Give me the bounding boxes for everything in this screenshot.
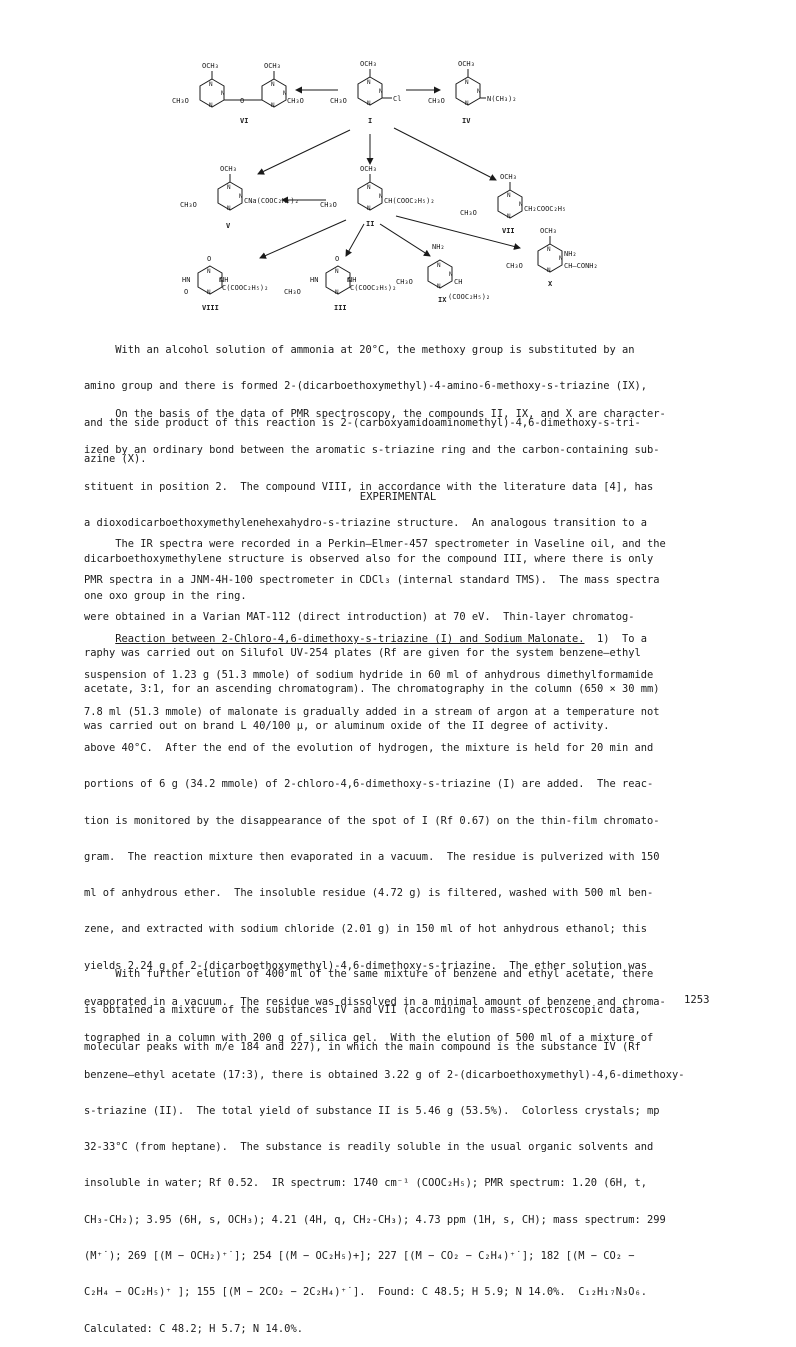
- text-line: Calculated: C 48.2; H 5.7; N 14.0%.: [84, 1322, 303, 1335]
- label-ch: CH: [454, 278, 463, 286]
- label-cna: CNa(COOC₂H₅)₂: [244, 197, 299, 205]
- ring-II: [358, 182, 383, 212]
- text-line: one oxo group in the ring.: [84, 589, 247, 602]
- label-hn: HN: [182, 276, 191, 284]
- label-o: O: [335, 255, 340, 263]
- text-line: tographed in a column with 200 g of silica gel. With the elution of 500 ml of a mixture of: [84, 1032, 654, 1045]
- text-line: were obtained in a Varian MAT-112 (direct introduction) at 70 eV. Thin-layer chromatog-: [84, 610, 635, 623]
- text-line: ml of anhydrous ether. The insoluble residue (4.72 g) is filtered, washed with 500 ml ben-: [84, 887, 654, 900]
- text-line: evaporated in a vacuum. The residue was dissolved in a minimal amount of benzene and chroma-: [84, 996, 666, 1008]
- text-line: C₂H₄ − OC₂H₅)⁺ ]; 155 [(M − 2CO₂ − 2C₂H₄)⁺˙]. Found: C 48.5; H 5.9; N 14.0%. C₁₂H₁₇N₃O₆.: [84, 1286, 648, 1299]
- text-line: gram. The reaction mixture then evaporated in a vacuum. The residue is pulverized with 150: [84, 850, 660, 863]
- page-number: 1253: [684, 994, 710, 1006]
- label-c-ester: C(COOC₂H₅)₂: [350, 284, 397, 292]
- text-line: acetate, 3:1, for an ascending chromatogram). The chromatography in the column (650 × 30 mm): [84, 683, 660, 696]
- label-och3: OCH₃: [264, 62, 281, 70]
- label-nh2: NH₂: [432, 243, 445, 251]
- compound-label-VI: VI: [240, 117, 249, 125]
- label-nh: NH: [348, 276, 357, 284]
- text-line: above 40°C. After the end of the evolution of hydrogen, the mixture is held for 20 min and: [84, 742, 654, 755]
- text-line: PMR spectra in a JNM-4H-100 spectrometer in CDCl₃ (internal standard TMS). The mass spectra: [84, 574, 660, 587]
- compound-label-IV: IV: [462, 117, 471, 125]
- text-line: and the side product of this reaction is 2-(carboxyamidoaminomethyl)-4,6-dimethoxy-s-tri-: [84, 416, 641, 429]
- text-line: With an alcohol solution of ammonia at 20°C, the methoxy group is substituted by an: [84, 344, 635, 357]
- ring-VI-left: [200, 79, 225, 109]
- text-line: 32-33°C (from heptane). The substance is readily soluble in the usual organic solvents and: [84, 1141, 654, 1154]
- label-nh2: NH₂: [564, 250, 577, 258]
- label-och3: OCH₃: [202, 62, 219, 70]
- label-och3: OCH₃: [220, 165, 237, 173]
- text-line: zene, and extracted with sodium chloride (2.01 g) in 150 ml of hot anhydrous ethanol; this: [84, 923, 648, 936]
- label-ch3o: CH₃O: [428, 97, 445, 105]
- text-line: stituent in position 2. The compound VIII, in accordance with the literature data [4], has: [84, 480, 654, 493]
- text-line: portions of 6 g (34.2 mmole) of 2-chloro-4,6-dimethoxy-s-triazine (I) are added. The reac-: [84, 778, 654, 791]
- label-ch3o: CH₃O: [284, 288, 301, 296]
- label-ch3o: CH₃O: [320, 201, 337, 209]
- text-line: molecular peaks with m/e 184 and 227), in which the main compound is the substance IV (Rf: [84, 1040, 641, 1053]
- label-o: O: [184, 288, 189, 296]
- ring-VI-right: [262, 79, 287, 109]
- label-och3: OCH₃: [360, 165, 377, 173]
- text-line: suspension of 1.23 g (51.3 mmole) of sodium hydride in 60 ml of anhydrous dimethylformamide: [84, 669, 654, 682]
- label-c-ester: C(COOC₂H₅)₂: [222, 284, 269, 292]
- label-och3: OCH₃: [360, 60, 377, 68]
- text-line: The IR spectra were recorded in a Perkin—Elmer-457 spectrometer in Vaseline oil, and the: [84, 538, 666, 551]
- compound-label-IX: IX: [438, 296, 447, 304]
- text-line: On the basis of the data of PMR spectroscopy, the compounds II, IX, and X are character-: [84, 408, 666, 421]
- text-line: insoluble in water; Rf 0.52. IR spectrum: 1740 cm⁻¹ (COOC₂H₅); PMR spectrum: 1.20 (6H, t,: [84, 1177, 648, 1190]
- label-o: O: [240, 97, 245, 105]
- reaction-title: Reaction between 2-Chloro-4,6-dimethoxy-s-triazine (I) and Sodium Malonate.: [115, 633, 585, 646]
- compound-label-V: V: [226, 222, 231, 230]
- label-ester: (COOC₂H₅)₂: [448, 293, 491, 301]
- ring-X: [538, 244, 563, 274]
- label-och3: OCH₃: [540, 227, 557, 235]
- text-line: raphy was carried out on Silufol UV-254 plates (Rf are given for the system benzene—ethyl: [84, 647, 641, 660]
- label-ch2-ester: CH₂COOC₂H₅: [524, 205, 567, 213]
- label-ch-ester: CH(COOC₂H₅)₂: [384, 197, 435, 205]
- label-ch3o: CH₃O: [180, 201, 197, 209]
- label-ch3o: CH₃O: [330, 97, 347, 105]
- label-ch3o: CH₃O: [506, 262, 523, 270]
- text-line: [84, 633, 744, 645]
- label-ch3o: CH₃O: [172, 97, 189, 105]
- ring-I: [358, 77, 383, 107]
- text-line: was carried out on brand L 40/100 µ, or aluminum oxide of the II degree of activity.: [84, 719, 610, 732]
- text-line: amino group and there is formed 2-(dicarboethoxymethyl)-4-amino-6-methoxy-s-triazine (IX),: [84, 380, 648, 393]
- text-line: ized by an ordinary bond between the aromatic s-triazine ring and the carbon-containing sub-: [84, 444, 660, 457]
- compound-label-II: II: [366, 220, 375, 228]
- compound-label-X: X: [548, 280, 553, 288]
- compound-label-VIII: VIII: [202, 304, 219, 312]
- label-ch3o: CH₃O: [287, 97, 304, 105]
- text-line: (M⁺˙); 269 [(M − OCH₂)⁺˙]; 254 [(M − OC₂H₅)+]; 227 [(M − CO₂ − C₂H₄)⁺˙]; 182 [(M − CO₂ −: [84, 1249, 635, 1262]
- label-och3: OCH₃: [500, 173, 517, 181]
- text-line: yields 2.24 g of 2-(dicarboethoxymethyl)-4,6-dimethoxy-s-triazine. The ether solution was: [84, 959, 648, 972]
- compound-label-I: I: [368, 117, 373, 125]
- text-line: CH₃-CH₂); 3.95 (6H, s, OCH₃); 4.21 (4H, q, CH₂-CH₃); 4.73 ppm (1H, s, CH); mass spectrum: 299: [84, 1213, 666, 1226]
- text-line: a dioxodicarboethoxymethylenehexahydro-s-triazine structure. An analogous transition to a: [84, 517, 648, 530]
- label-ch3o: CH₃O: [460, 209, 477, 217]
- ring-VII: [498, 190, 523, 220]
- paragraph-elution: [84, 944, 744, 1065]
- label-nme2: N(CH₃)₂: [487, 95, 517, 103]
- label-cl: Cl: [393, 95, 402, 103]
- compound-label-VII: VII: [502, 227, 515, 235]
- text-fragment: 1) To a: [584, 633, 648, 646]
- text-line: is obtained a mixture of the substances IV and VII (according to mass-spectroscopic data,: [84, 1004, 641, 1017]
- compound-label-III: III: [334, 304, 347, 312]
- text-line: 7.8 ml (51.3 mmole) of malonate is gradually added in a stream of argon at a temperature not: [84, 705, 660, 718]
- label-ch3o: CH₃O: [396, 278, 413, 286]
- label-och3: OCH₃: [458, 60, 475, 68]
- label-o: O: [207, 255, 212, 263]
- label-conh2: CH—CONH₂: [564, 262, 598, 270]
- label-hn: HN: [310, 276, 319, 284]
- ring-IV: [456, 77, 481, 107]
- text-line: tion is monitored by the disappearance of the spot of I (Rf 0.67) on the thin-film chromato-: [84, 814, 660, 827]
- text-line: s-triazine (II). The total yield of substance II is 5.46 g (53.5%). Colorless crystals; mp: [84, 1104, 660, 1117]
- text-line: benzene—ethyl acetate (17:3), there is obtained 3.22 g of 2-(dicarboethoxymethyl)-4,6-dimethoxy-: [84, 1068, 685, 1081]
- text-line: dicarboethoxymethylene structure is observed also for the compound III, where there is only: [84, 553, 654, 566]
- label-nh: NH: [220, 276, 229, 284]
- text-line: azine (X).: [84, 453, 147, 466]
- section-heading: EXPERIMENTAL: [359, 491, 437, 503]
- ring-V: [218, 182, 243, 212]
- text-line: With further elution of 400 ml of the same mixture of benzene and ethyl acetate, there: [84, 968, 654, 981]
- reaction-scheme: N N N OCH₃ OCH₃ CH₃O O CH₃O OCH₃ CH₃O Cl OCH₃ CH₃O N(CH₃)₂ OCH₃ CH₃O CNa(COOC₂H₅)₂ OCH₃ CH₃O CH(COOC₂H₅)₂ OCH₃ CH₃O CH₂COOC₂H₅ O HN NH O C(COOC₂H₅)₂ O HN NH CH₃O C(COOC₂H₅)₂ NH₂ CH₃O CH (COOC₂H₅)₂ OCH₃ CH₃O NH₂ CH—CONH₂ VI I IV V II VII VIII III IX X: [147, 32, 598, 312]
- ring-IX: [428, 260, 453, 290]
